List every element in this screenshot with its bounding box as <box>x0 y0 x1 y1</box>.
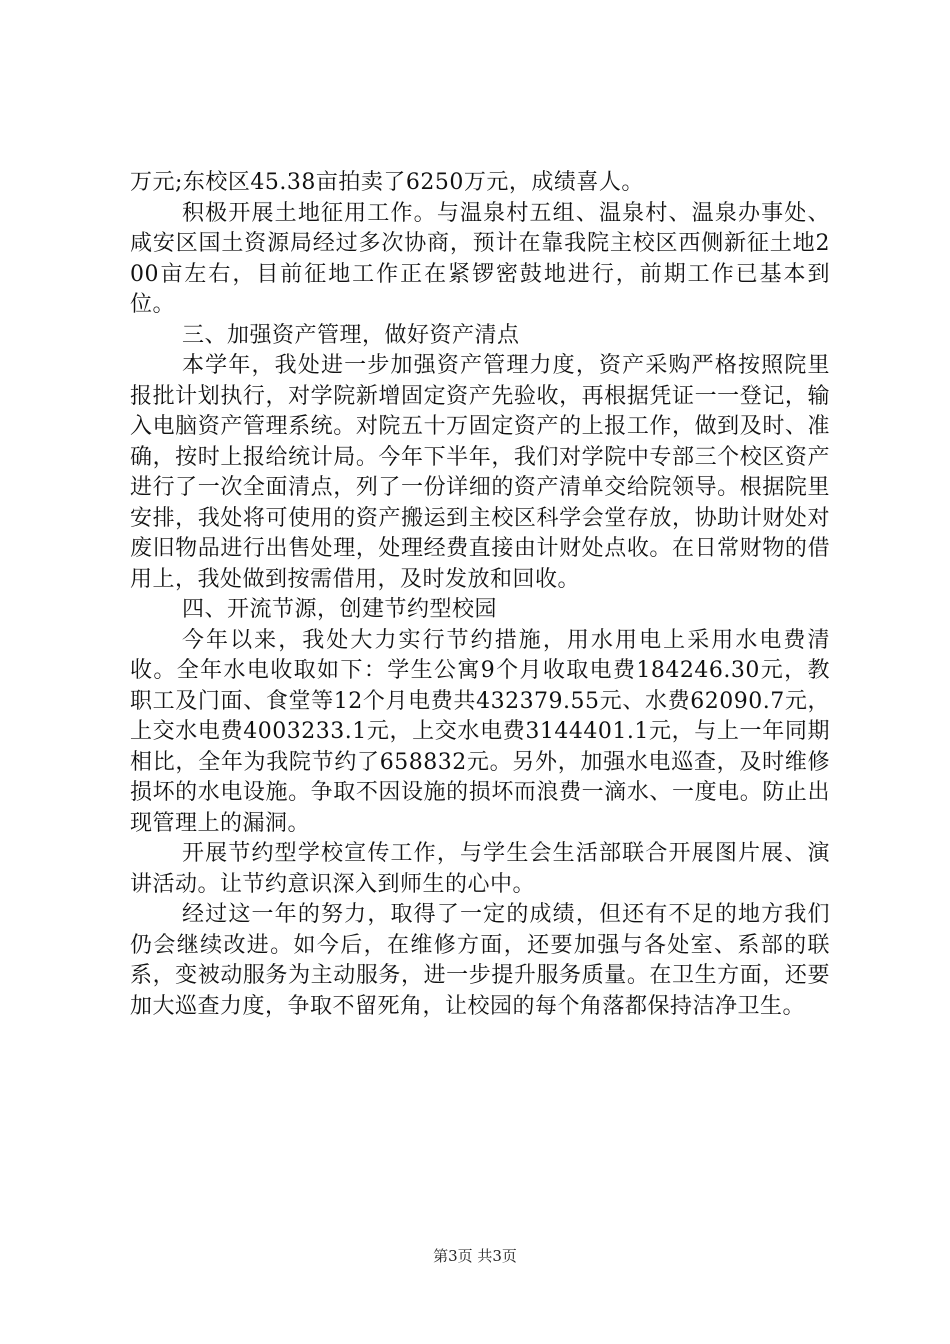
section-heading-3: 三、加强资产管理，做好资产清点 <box>182 322 520 348</box>
paragraph-4: 本学年，我处进一步加强资产管理力度，资产采购严格按照院里报批计划执行，对学院新增固定资产先验收，再根据凭证一一登记，输入电脑资产管理系统。对院五十万固定资产的上报工作，做到及时、准确，按时上报给统计局。今年下半年，我们对学院中专部三个校区资产进行了一次全面清点，列了一份详细的资产清单交给院领导。根据院里安排，我处将可使用的资产搬运到主校区科学会堂存放，协助计财处对废旧物品进行出售处理，处理经费直接由计财处点收。在日常财物的借用上，我处做到按需借用，及时发放和回收。 <box>130 353 830 592</box>
paragraph-2: 积极开展土地征用工作。与温泉村五组、温泉村、温泉办事处、咸安区国土资源局经过多次协商，预计在靠我院主校区西侧新征土地200亩左右，目前征地工作正在紧锣密鼓地进行，前期工作已基本到位。 <box>130 200 830 317</box>
paragraph-7: 开展节约型学校宣传工作，与学生会生活部联合开展图片展、演讲活动。让节约意识深入到师生的心中。 <box>130 841 830 897</box>
paragraph-8: 经过这一年的努力，取得了一定的成绩，但还有不足的地方我们仍会继续改进。如今后，在维修方面，还要加强与各处室、系部的联系，变被动服务为主动服务，进一步提升服务质量。在卫生方面，还要加大巡查力度，争取不留死角，让校园的每个角落都保持洁净卫生。 <box>130 902 830 1019</box>
paragraph-6: 今年以来，我处大力实行节约措施，用水用电上采用水电费清收。全年水电收取如下：学生公寓9个月收取电费184246.30元，教职工及门面、食堂等12个月电费共432379.55元、水费62090.7元，上交水电费4003233.1元，上交水电费3144401.1元，与上一年同期相比，全年为我院节约了658832元。另外，加强水电巡查，及时维修损坏的水电设施。争取不因设施的损坏而浪费一滴水、一度电。防止出现管理上的漏洞。 <box>130 627 830 836</box>
paragraph-1: 万元;东校区45.38亩拍卖了6250万元，成绩喜人。 <box>130 170 644 195</box>
page-footer: 第3页 共3页 <box>433 1247 517 1265</box>
document-body <box>130 168 830 1022</box>
section-heading-4: 四、开流节源，创建节约型校园 <box>182 597 498 622</box>
